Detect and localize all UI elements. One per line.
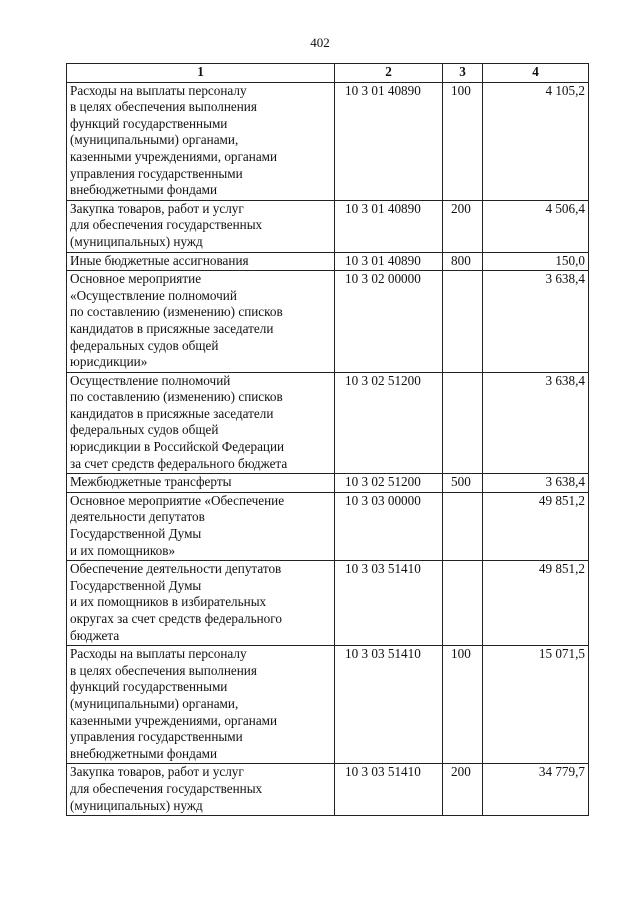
- row-type: 800: [443, 252, 483, 271]
- row-code: 10 3 03 51410: [335, 646, 443, 764]
- row-name: Осуществление полномочий по составлению (изменению) списков кандидатов в присяжные заседатели федеральных судов общей юрисдикции в Российской Федерации за счет средств федерального бюджета: [67, 372, 335, 474]
- row-name: Обеспечение деятельности депутатов Государственной Думы и их помощников в избирательных округах за счет средств федерального бюджета: [67, 561, 335, 646]
- table-row: [67, 646, 589, 764]
- row-code: 10 3 03 00000: [335, 492, 443, 560]
- row-amount: 4 105,2: [483, 82, 589, 200]
- row-amount: 3 638,4: [483, 372, 589, 474]
- row-name: Закупка товаров, работ и услуг для обеспечения государственных (муниципальных) нужд: [67, 200, 335, 252]
- row-type: [443, 372, 483, 474]
- column-header-4: 4: [483, 64, 589, 83]
- table-row: [67, 561, 589, 646]
- row-type: 500: [443, 474, 483, 493]
- row-name: Основное мероприятие «Обеспечение деятельности депутатов Государственной Думы и их помощников»: [67, 492, 335, 560]
- row-code: 10 3 03 51410: [335, 764, 443, 816]
- table-row: [67, 492, 589, 560]
- row-code: 10 3 02 51200: [335, 372, 443, 474]
- row-code: 10 3 01 40890: [335, 200, 443, 252]
- table-row: [67, 764, 589, 816]
- row-code: 10 3 01 40890: [335, 82, 443, 200]
- column-header-2: 2: [335, 64, 443, 83]
- row-amount: 3 638,4: [483, 474, 589, 493]
- row-amount: 49 851,2: [483, 561, 589, 646]
- row-amount: 150,0: [483, 252, 589, 271]
- table-row: [67, 252, 589, 271]
- row-type: [443, 561, 483, 646]
- row-name: Иные бюджетные ассигнования: [67, 252, 335, 271]
- row-name: Межбюджетные трансферты: [67, 474, 335, 493]
- row-type: 100: [443, 646, 483, 764]
- row-type: 200: [443, 200, 483, 252]
- row-amount: 34 779,7: [483, 764, 589, 816]
- table-row: [67, 200, 589, 252]
- row-type: 200: [443, 764, 483, 816]
- row-name: Расходы на выплаты персоналу в целях обеспечения выполнения функций государственными (муниципальными) органами, казенными учреждениями, органами управления государственными внебюджетными фондами: [67, 82, 335, 200]
- table-header-row: [67, 64, 589, 83]
- row-code: 10 3 03 51410: [335, 561, 443, 646]
- row-code: 10 3 01 40890: [335, 252, 443, 271]
- column-header-1: 1: [67, 64, 335, 83]
- row-name: Основное мероприятие «Осуществление полномочий по составлению (изменению) списков кандидатов в присяжные заседатели федеральных судов общей юрисдикции»: [67, 271, 335, 373]
- page-number: 402: [310, 35, 330, 50]
- row-amount: 15 071,5: [483, 646, 589, 764]
- row-amount: 4 506,4: [483, 200, 589, 252]
- row-amount: 3 638,4: [483, 271, 589, 373]
- row-code: 10 3 02 00000: [335, 271, 443, 373]
- table-row: [67, 82, 589, 200]
- row-name: Расходы на выплаты персоналу в целях обеспечения выполнения функций государственными (муниципальными) органами, казенными учреждениями, органами управления государственными внебюджетными фондами: [67, 646, 335, 764]
- row-amount: 49 851,2: [483, 492, 589, 560]
- table-row: [67, 271, 589, 373]
- row-type: [443, 271, 483, 373]
- column-header-3: 3: [443, 64, 483, 83]
- row-type: 100: [443, 82, 483, 200]
- row-name: Закупка товаров, работ и услуг для обеспечения государственных (муниципальных) нужд: [67, 764, 335, 816]
- table-row: [67, 372, 589, 474]
- table-row: [67, 474, 589, 493]
- row-code: 10 3 02 51200: [335, 474, 443, 493]
- row-type: [443, 492, 483, 560]
- budget-table: [66, 63, 589, 816]
